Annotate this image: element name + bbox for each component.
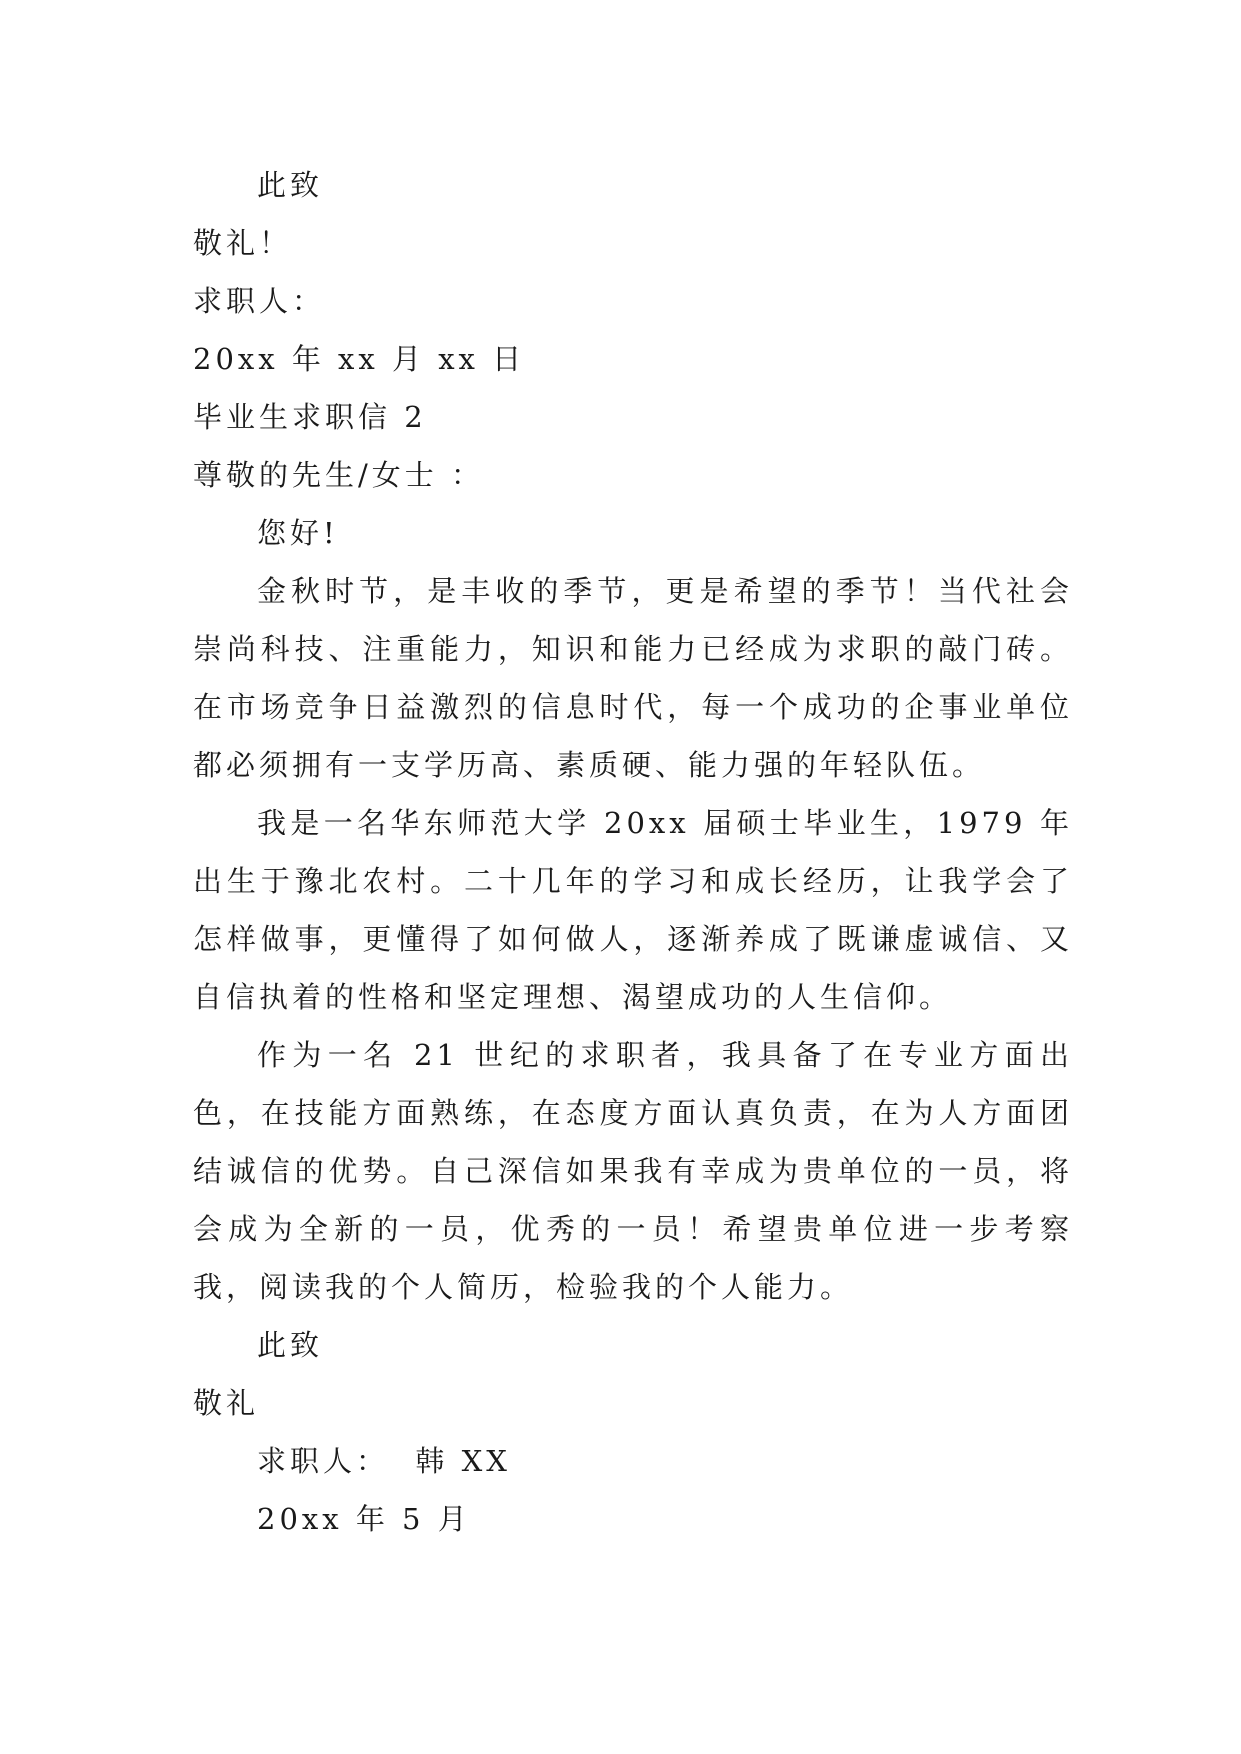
applicant-label-1: 求职人：	[193, 284, 326, 318]
letter-date-1: 20xx 年 xx 月 xx 日	[193, 342, 526, 376]
document-body	[193, 156, 1073, 1548]
applicant-signature: 求职人： 韩 XX	[257, 1444, 511, 1478]
body-paragraph-1: 金秋时节，是丰收的季节，更是希望的季节！当代社会崇尚科技、注重能力，知识和能力已经成为求职的敲门砖。在市场竞争日益激烈的信息时代，每一个成功的企事业单位都必须拥有一支学历高、素质硬、能力强的年轻队伍。	[193, 574, 1073, 782]
closing-salutation-1: 此致	[257, 168, 324, 202]
letter-hello: 您好!	[257, 516, 339, 550]
letter-date-2: 20xx 年 5 月	[257, 1502, 471, 1536]
body-paragraph-2: 我是一名华东师范大学 20xx 届硕士毕业生，1979 年出生于豫北农村。二十几年的学习和成长经历，让我学会了怎样做事，更懂得了如何做人，逐渐养成了既谦虚诚信、又自信执着的性格和坚定理想、渴望成功的人生信仰。	[193, 806, 1073, 1014]
closing-regards-2: 敬礼	[193, 1386, 260, 1420]
letter-title: 毕业生求职信 2	[193, 400, 427, 434]
closing-regards-1: 敬礼！	[193, 226, 293, 260]
closing-salutation-2: 此致	[257, 1328, 324, 1362]
letter-greeting: 尊敬的先生/女士 ：	[193, 458, 484, 492]
body-paragraph-3: 作为一名 21 世纪的求职者，我具备了在专业方面出色，在技能方面熟练，在态度方面认真负责，在为人方面团结诚信的优势。自己深信如果我有幸成为贵单位的一员，将会成为全新的一员，优秀的一员！希望贵单位进一步考察我，阅读我的个人简历，检验我的个人能力。	[193, 1038, 1073, 1304]
